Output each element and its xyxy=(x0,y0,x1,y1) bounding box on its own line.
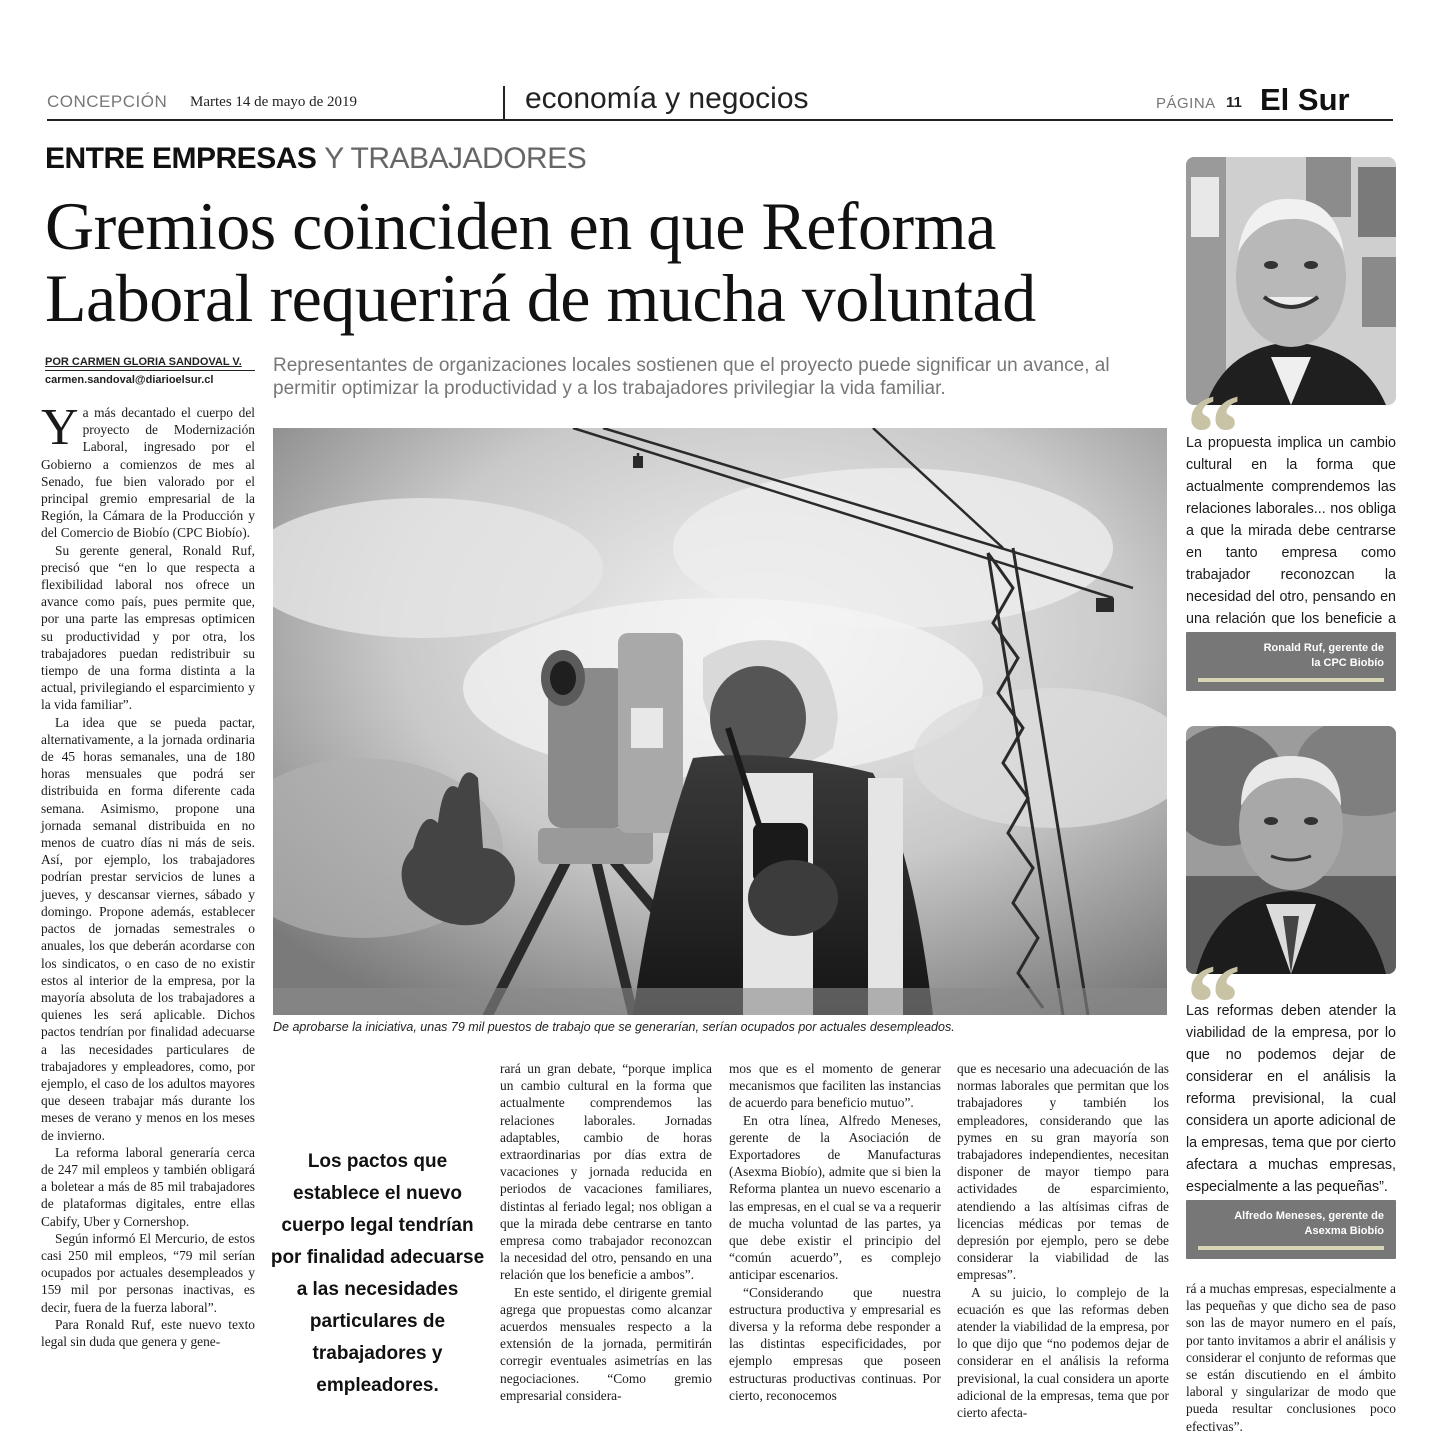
byline: POR CARMEN GLORIA SANDOVAL V. xyxy=(45,356,255,371)
person-name-1: Ronald Ruf, gerente de la CPC Biobío xyxy=(1263,642,1384,669)
deck: Representantes de organizaciones locales sostienen que el proyecto puede significar un avance, al permitir optimizar la productividad y a los trabajadores privilegiar la vida familiar. xyxy=(273,355,1110,399)
headline xyxy=(45,190,1165,334)
id-underline xyxy=(1198,678,1384,682)
portrait-illustration xyxy=(1186,726,1396,974)
body-column-3 xyxy=(729,1060,941,1404)
kicker-light: Y TRABAJADORES xyxy=(324,142,587,175)
body-paragraph: En otra línea, Alfredo Meneses, gerente de la Asociación de Exportadores de Manufacturas (Asexma Biobío), admite que si bien la Reforma plantea un nuevo escenario a las empresas, en el cual se va a requerir de mucha voluntad de las partes, ya que debe existir el principio del “común acuerdo”, es complejo anticipar escenarios. xyxy=(729,1112,941,1283)
kicker-bold: ENTRE EMPRESAS xyxy=(45,142,317,175)
body-paragraph: La reforma laboral generaría cerca de 247 mil empleos y también obligará a boletear a más de 85 mil trabajadores de plataformas digitales, entre ellas Cabify, Uber y Cornershop. xyxy=(41,1144,255,1229)
page-number: 11 xyxy=(1226,94,1242,111)
body-paragraph: rá a muchas empresas, especialmente a las pequeñas y que dicho sea de paso son las de mayor numero en el país, por tanto invitamos a abrir el análisis y considerar el conjunto de reformas que se están discutiendo en el ámbito laboral y singularizar de modo que pueda resultar conclusiones poco efectivas”. xyxy=(1186,1281,1396,1434)
byline-email: carmen.sandoval@diarioelsur.cl xyxy=(45,374,214,386)
body-paragraph: Ya más decantado el cuerpo del proyecto de Modernización Laboral, ingresado por el Gobierno a comienzos de mes al Senado, fue bien valorado por el principal gremio empresarial de la Región, la Cámara de la Producción y del Comercio de Biobío (CPC Biobío). xyxy=(41,399,255,541)
section-title: economía y negocios xyxy=(525,82,809,115)
page-label: PÁGINA xyxy=(1156,95,1216,112)
newspaper-logo: El Sur xyxy=(1260,82,1350,117)
headline-line-2: Laboral requerirá de mucha voluntad xyxy=(45,260,1036,336)
main-photo xyxy=(273,428,1167,1015)
person-id-box-1 xyxy=(1186,632,1396,691)
surveyor-photo-illustration xyxy=(273,428,1167,1015)
person-name-2: Alfredo Meneses, gerente de Asexma Biobío xyxy=(1234,1210,1384,1237)
body-column-1 xyxy=(41,399,255,1350)
header-separator xyxy=(503,86,505,120)
person-id-box-2 xyxy=(1186,1200,1396,1259)
body-paragraph: A su juicio, lo complejo de la ecuación es que las reformas deben atender la viabilidad de la empresa, por lo que dijo que “no podemos dejar de considerar en el análisis la reforma previsional, la cual considera un aporte adicional de la empresas, tema que por cierto afecta- xyxy=(957,1284,1169,1421)
portrait-alfredo-meneses xyxy=(1186,726,1396,974)
photo-caption: De aprobarse la iniciativa, unas 79 mil puestos de trabajo que se generarían, serían ocupados por actuales desempleados. xyxy=(273,1020,955,1034)
quote-mark-icon: “ xyxy=(1186,942,1241,1064)
body-column-2 xyxy=(500,1060,712,1404)
edition-date: Martes 14 de mayo de 2019 xyxy=(190,94,358,110)
body-paragraph: La idea que se pueda pactar, alternativamente, a la jornada ordinaria de 45 horas semanales, una de 180 horas mensuales que podrá ser distribuida en forma diferente cada semana. Asimismo, propone una jornada semanal distribuida en no menos de cuatro días ni más de seis. Así, por ejemplo, los trabajadores podrían prestar servicios de lunes a jueves, y descansar viernes, sábado y domingo. Propone además, establecer pactos de jornadas semestrales o anuales, los que deberán acordarse con los sindicatos, o en caso de no existir estos al interior de la empresa, por la mayoría absoluta de los trabajadores a quienes les será aplicable. Dichos pactos tendrían por finalidad adecuarse a las necesidades particulares de trabajadores y empleadores, como, por ejemplo, el caso de los adultos mayores que deseen trabajar más durante los meses de verano y menos en los meses de invierno. xyxy=(41,714,255,1143)
body-paragraph: rará un gran debate, “porque implica un cambio cultural en la forma que actualmente comprendemos las relaciones laborales. Jornadas adaptables, cambio de horas extraordinarias por días extra de vacaciones y jornada reducida en periodos de vacaciones familiares, distintas al feriado legal; nos obligan a que la mirada debe centrarse en tanto empresa como trabajador reconozcan la necesidad del otro, pensando en una relación que los beneficie a ambos”. xyxy=(500,1061,712,1283)
drop-cap: Y xyxy=(41,399,79,456)
body-paragraph: mos que es el momento de generar mecanismos que faciliten las instancias de acuerdo para beneficio mutuo”. xyxy=(729,1061,941,1111)
body-paragraph: En este sentido, el dirigente gremial agrega que propuestas como alcanzar acuerdos mensuales respecto a la extensión de la jornada, permitirán corregir eventuales asimetrías en las negociaciones. “Como gremio empresarial considera- xyxy=(500,1284,712,1403)
edition-city: CONCEPCIÓN xyxy=(47,92,168,111)
body-paragraph: Según informó El Mercurio, de estos casi 250 mil empleos, “79 mil serían ocupados por actuales desempleados y 159 mil por personas inactivas, es decir, fuera de la fuerza laboral”. xyxy=(41,1230,255,1315)
id-underline xyxy=(1198,1246,1384,1250)
pull-quote: Los pactos que establece el nuevo cuerpo legal tendrían por finalidad adecuarse a las necesidades particulares de trabajadores y empleadores. xyxy=(270,1151,485,1396)
kicker xyxy=(45,142,586,176)
headline-line-1: Gremios coinciden en que Reforma xyxy=(45,188,996,264)
body-paragraph: Su gerente general, Ronald Ruf, precisó que “en lo que respecta a flexibilidad laboral nos ofrece un avance como país, pues permite que, por una parte las empresas optimicen su productividad y por otra, los trabajadores puedan redistribuir su tiempo de una forma distinta a la actual, privilegiando el esparcimiento y la vida familiar”. xyxy=(41,542,255,713)
portrait-illustration xyxy=(1186,157,1396,405)
body-paragraph: que es necesario una adecuación de las normas laborales que permitan que los trabajadores y también los empleadores, considerando que las pymes en su gran mayoría son trabajadores independientes, necesitan disponer de mayor tiempo para actividades de esparcimiento, atendiendo a las altísimas cifras de licencias médicas por temas de depresión por ejemplo, pero se debe considerar la viabilidad de las empresas”. xyxy=(957,1061,1169,1283)
sidebar-quote-2: Las reformas deben atender la viabilidad de la empresa, por lo que no podemos dejar de considerar en el análisis la reforma previsional, la cual considera un aporte adicional de la empresas, tema que por cierto afectara a muchas empresas, especialmente a las pequeñas”. xyxy=(1186,1003,1396,1195)
body-paragraph: “Considerando que nuestra estructura productiva y empresarial es diversa y la reforma debe responder a las distintas especificidades, por ejemplo empresas que poseen estructuras productivas continuas. Por cierto, reconocemos xyxy=(729,1284,941,1403)
body-column-5 xyxy=(1186,1280,1396,1435)
portrait-ronald-ruf xyxy=(1186,157,1396,405)
body-paragraph: Para Ronald Ruf, este nuevo texto legal sin duda que genera y gene- xyxy=(41,1316,255,1349)
quote-mark-icon: “ xyxy=(1186,372,1241,494)
sidebar-quote-1: La propuesta implica un cambio cultural en la forma que actualmente comprendemos las relaciones laborales... nos obliga a que la mirada debe centrarse en tanto empresa como trabajador reconozcan la necesidad del otro, pensando en una relación que los beneficie a xyxy=(1186,435,1396,627)
header-rule xyxy=(47,119,1393,121)
body-column-4 xyxy=(957,1060,1169,1421)
